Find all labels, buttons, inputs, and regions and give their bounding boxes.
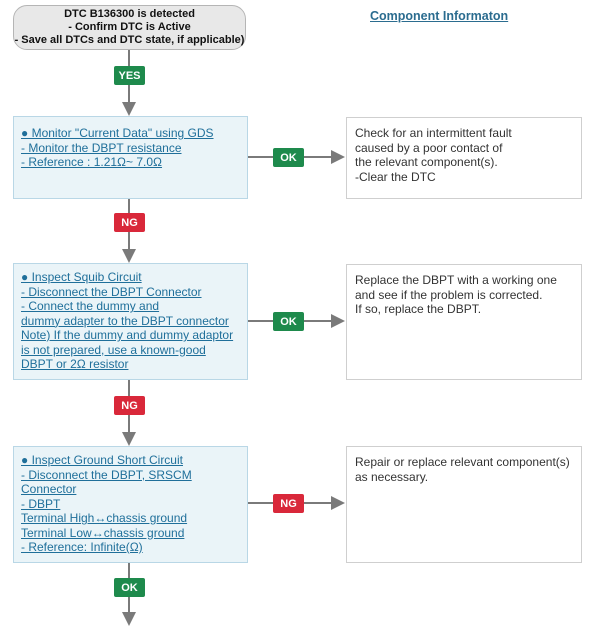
step-line[interactable]: DBPT or 2Ω resistor — [21, 357, 129, 371]
start-line: DTC B136300 is detected — [64, 8, 195, 20]
step-inspect-squib-circuit[interactable] — [13, 263, 248, 380]
step-line[interactable]: - Connect the dummy and — [21, 299, 160, 313]
step-line[interactable]: dummy adapter to the DBPT connector — [21, 313, 229, 328]
step-line[interactable]: ● Monitor "Current Data" using GDS — [21, 126, 214, 140]
step-line[interactable]: ● Inspect Squib Circuit — [21, 270, 142, 284]
ok-badge: OK — [273, 312, 304, 331]
info-line: Repair or replace relevant component(s) — [355, 455, 570, 469]
info-line: and see if the problem is corrected. — [355, 287, 543, 302]
step-monitor-current-data[interactable] — [13, 116, 248, 199]
info-line: If so, replace the DBPT. — [355, 302, 482, 316]
info-line: -Clear the DTC — [355, 169, 436, 184]
ng-badge: NG — [273, 494, 304, 513]
ok-badge: OK — [273, 148, 304, 167]
step-line[interactable]: - DBPT — [21, 496, 61, 511]
start-line: - Save all DTCs and DTC state, if applicable) — [14, 34, 245, 46]
component-information-link[interactable]: Component Informaton — [370, 9, 509, 23]
info-line: as necessary. — [355, 469, 429, 484]
info-line: the relevant component(s). — [355, 155, 498, 169]
info-line: Replace the DBPT with a working one — [355, 273, 557, 287]
step-line[interactable]: - Reference : 1.21Ω~ 7.0Ω — [21, 155, 163, 169]
step-line[interactable]: ● Inspect Ground Short Circuit — [21, 453, 183, 467]
step-line[interactable]: Terminal Low↔chassis ground — [21, 525, 185, 540]
yes-badge: YES — [114, 66, 145, 85]
ok-badge: OK — [114, 578, 145, 597]
info-line: Check for an intermittent fault — [355, 126, 512, 140]
step-line[interactable]: - Disconnect the DBPT Connector — [21, 284, 202, 299]
step-line[interactable]: - Reference: Infinite(Ω) — [21, 540, 143, 554]
ng-badge: NG — [114, 213, 145, 232]
step-line[interactable]: - Monitor the DBPT resistance — [21, 140, 182, 155]
dtc-detected-box — [13, 5, 246, 50]
step-line[interactable]: Terminal High↔chassis ground — [21, 511, 188, 525]
info-line: caused by a poor contact of — [355, 140, 503, 155]
step-line[interactable]: Note) If the dummy and dummy adaptor — [21, 328, 234, 342]
info-box-repair-replace — [346, 446, 582, 563]
step-line[interactable]: is not prepared, use a known-good — [21, 342, 206, 357]
step-inspect-ground-short-circuit[interactable] — [13, 446, 248, 563]
start-line: - Confirm DTC is Active — [68, 21, 191, 33]
step-line[interactable]: - Disconnect the DBPT, SRSCM — [21, 467, 192, 482]
info-box-replace-dbpt — [346, 264, 582, 380]
step-line[interactable]: Connector — [21, 482, 77, 496]
info-box-intermittent-fault — [346, 117, 582, 199]
ng-badge: NG — [114, 396, 145, 415]
